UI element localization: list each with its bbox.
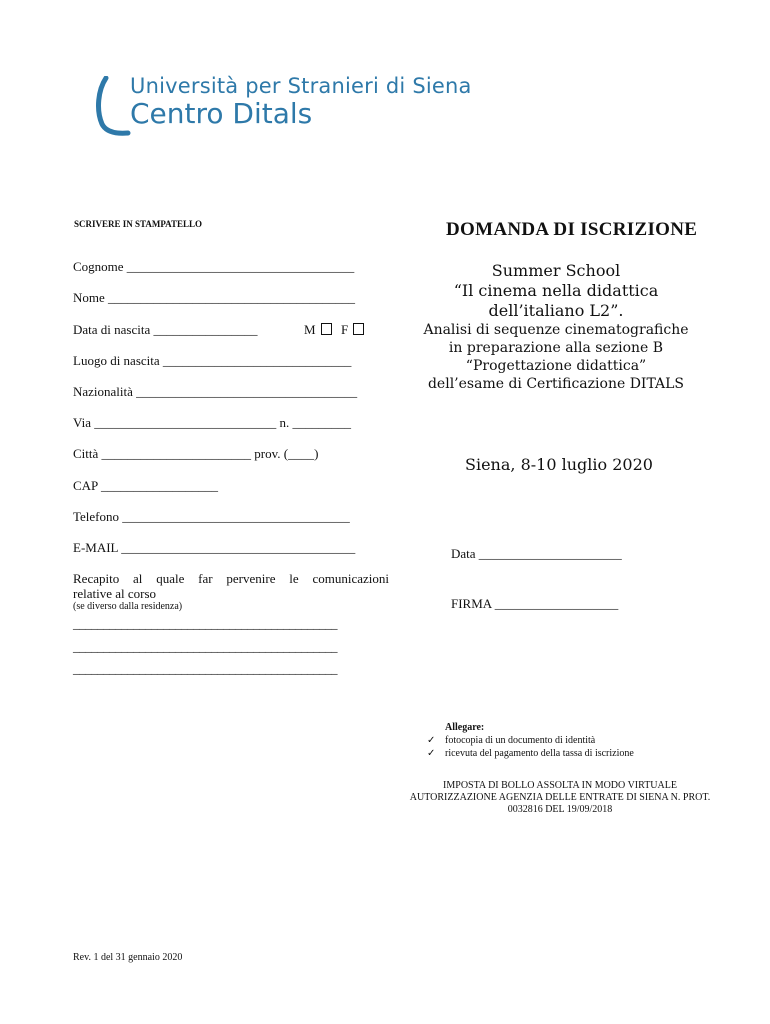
city-field[interactable]: Città _______________________ prov. (____) bbox=[73, 446, 319, 461]
course-line-2: “Il cinema nella didattica bbox=[453, 281, 659, 300]
checkmark-icon: ✓ bbox=[427, 748, 436, 759]
email-field[interactable]: E-MAIL ____________________________________ bbox=[73, 540, 356, 555]
cap-field[interactable]: CAP __________________ bbox=[73, 478, 219, 493]
course-place-date: Siena, 8-10 luglio 2020 bbox=[465, 455, 653, 474]
correspondence-address-note: (se diverso dalla residenza) bbox=[73, 601, 183, 612]
attachments-list bbox=[427, 721, 634, 760]
phone-field[interactable]: Telefono ___________________________________ bbox=[73, 509, 350, 524]
signature-field[interactable]: FIRMA ___________________ bbox=[451, 596, 619, 611]
sex-female-checkbox[interactable] bbox=[353, 323, 364, 335]
correspondence-address-label-2: relative al corso bbox=[73, 586, 157, 601]
course-description bbox=[406, 261, 706, 393]
stamp-duty-notice bbox=[395, 780, 725, 816]
course-line-3: dell’italiano L2”. bbox=[488, 301, 624, 320]
course-line-6: “Progettazione didattica” bbox=[465, 358, 647, 374]
cognome-field[interactable]: Cognome ___________________________________ bbox=[73, 259, 355, 274]
logo-university-name: Università per Stranieri di Siena bbox=[130, 74, 472, 98]
sex-female-label: F bbox=[341, 322, 349, 337]
course-line-7: dell’esame di Certificazione DITALS bbox=[427, 376, 685, 392]
sex-male-checkbox[interactable] bbox=[321, 323, 332, 335]
stamp-line-2: AUTORIZZAZIONE AGENZIA DELLE ENTRATE DI SIENA N. PROT. bbox=[409, 792, 711, 803]
instruction-label: SCRIVERE IN STAMPATELLO bbox=[74, 219, 203, 229]
attachment-item: ✓ ricevuta del pagamento della tassa di iscrizione bbox=[427, 748, 634, 759]
course-line-1: Summer School bbox=[491, 261, 621, 280]
course-line-4: Analisi di sequenze cinematografiche bbox=[423, 322, 689, 338]
checkmark-icon: ✓ bbox=[427, 735, 436, 746]
correspondence-address-line-3[interactable]: ____________________________________________ bbox=[73, 661, 337, 676]
course-line-5: in preparazione alla sezione B bbox=[448, 340, 664, 356]
date-signature-field[interactable]: Data ______________________ bbox=[451, 546, 622, 561]
stamp-line-1: IMPOSTA DI BOLLO ASSOLTA IN MODO VIRTUALE bbox=[443, 780, 677, 791]
attachment-item: ✓ fotocopia di un documento di identità bbox=[427, 735, 596, 746]
street-field[interactable]: Via ____________________________ n. _________ bbox=[73, 415, 351, 430]
nome-field[interactable]: Nome ______________________________________ bbox=[73, 290, 356, 305]
correspondence-address-line-1[interactable]: ____________________________________________ bbox=[73, 616, 337, 631]
university-logo-mark bbox=[92, 76, 132, 136]
logo-centre-name: Centro Ditals bbox=[130, 97, 313, 130]
birth-place-field[interactable]: Luogo di nascita _____________________________ bbox=[73, 353, 352, 368]
birth-date-field[interactable]: Data di nascita ________________ bbox=[73, 322, 258, 337]
revision-note: Rev. 1 del 31 gennaio 2020 bbox=[73, 952, 183, 963]
correspondence-address-label: Recapito al quale far pervenire le comunicazioni bbox=[73, 571, 389, 586]
sex-female-option[interactable] bbox=[341, 322, 364, 338]
sex-male-option[interactable] bbox=[304, 322, 332, 338]
correspondence-address-line-2[interactable]: ____________________________________________ bbox=[73, 639, 337, 654]
page-title: DOMANDA DI ISCRIZIONE bbox=[446, 219, 698, 240]
sex-male-label: M bbox=[304, 322, 316, 337]
stamp-line-3: 0032816 DEL 19/09/2018 bbox=[507, 804, 613, 815]
nationality-field[interactable]: Nazionalità __________________________________ bbox=[73, 384, 358, 399]
attachments-heading: Allegare: bbox=[445, 722, 485, 733]
